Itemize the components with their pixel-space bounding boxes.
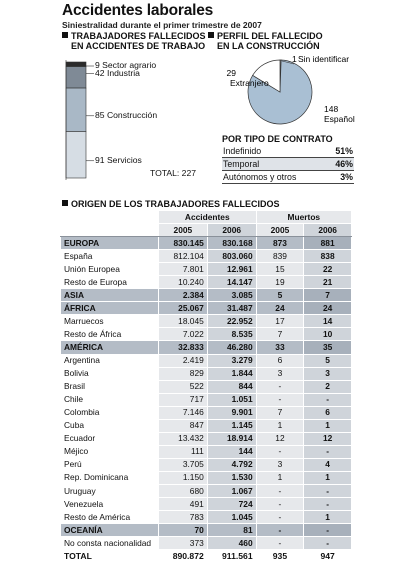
table-cell: 5 — [304, 354, 352, 367]
table-row — [61, 367, 352, 380]
row-label: Resto de África — [61, 328, 159, 341]
table-cell: - — [304, 498, 352, 511]
table-row — [61, 406, 352, 419]
workers-heading-line1: TRABAJADORES FALLECIDOS — [71, 31, 206, 41]
table-cell: 31.487 — [207, 302, 256, 315]
table-row — [61, 511, 352, 524]
table-cell: - — [304, 484, 352, 497]
table-cell: 7 — [256, 406, 304, 419]
table-cell: 724 — [207, 498, 256, 511]
table-group-header-row — [61, 211, 352, 224]
region-row — [61, 289, 352, 302]
table-cell: 873 — [256, 237, 304, 250]
pie-label: Español — [324, 114, 355, 124]
bar-segment-label: 85 Construcción — [95, 109, 158, 120]
table-cell: 12 — [256, 432, 304, 445]
table-cell: 803.060 — [207, 250, 256, 263]
table-cell: 4.792 — [207, 458, 256, 471]
table-cell: 680 — [158, 484, 207, 497]
table-cell: 1 — [304, 471, 352, 484]
pie-label: 29 — [226, 68, 236, 78]
table-cell: 7 — [304, 289, 352, 302]
row-label: ÁFRICA — [61, 302, 159, 315]
table-row — [61, 393, 352, 406]
table-cell: 830.145 — [158, 237, 207, 250]
table-row — [61, 484, 352, 497]
pie-label: Sin identificar — [298, 54, 350, 64]
bar-segment — [66, 131, 86, 178]
row-label: Brasil — [61, 380, 159, 393]
bullet-square-icon — [62, 200, 68, 206]
contract-section — [222, 133, 354, 184]
table-cell: 2.419 — [158, 354, 207, 367]
table-cell: - — [304, 524, 352, 537]
table-cell: 935 — [256, 550, 304, 563]
table-cell: 5 — [256, 289, 304, 302]
pie-label: 148 — [324, 104, 339, 114]
table-cell: 812.104 — [158, 250, 207, 263]
table-row — [61, 315, 352, 328]
table-cell: 7.801 — [158, 263, 207, 276]
row-label: Uruguay — [61, 484, 159, 497]
table-cell: 6 — [304, 406, 352, 419]
table-row — [61, 250, 352, 263]
table-cell: 7.146 — [158, 406, 207, 419]
table-cell: 839 — [256, 250, 304, 263]
table-cell: 6 — [256, 354, 304, 367]
table-cell: - — [256, 537, 304, 550]
table-cell: 111 — [158, 445, 207, 458]
table-cell: 1.530 — [207, 471, 256, 484]
pie-label: 1 — [292, 54, 297, 64]
table-cell: 3 — [256, 367, 304, 380]
table-cell: 8.535 — [207, 328, 256, 341]
table-cell: 2 — [304, 380, 352, 393]
table-cell: 1 — [304, 511, 352, 524]
group-header-muertos: Muertos — [256, 211, 351, 224]
year-header: 2005 — [158, 224, 207, 237]
table-cell: 1 — [304, 419, 352, 432]
row-label: Cuba — [61, 419, 159, 432]
row-label: TOTAL — [61, 550, 159, 563]
region-row — [61, 302, 352, 315]
workers-stacked-bar — [62, 58, 222, 182]
region-row — [61, 524, 352, 537]
row-label: Ecuador — [61, 432, 159, 445]
year-header: 2006 — [304, 224, 352, 237]
row-label: EUROPA — [61, 237, 159, 250]
table-cell: - — [256, 380, 304, 393]
table-cell: 33 — [256, 341, 304, 354]
origin-table — [60, 210, 352, 563]
table-cell: 14 — [304, 315, 352, 328]
table-cell: 22 — [304, 263, 352, 276]
row-label: Venezuela — [61, 498, 159, 511]
table-cell: 32.833 — [158, 341, 207, 354]
table-cell: 947 — [304, 550, 352, 563]
contract-row: Autónomos y otros 3% — [223, 172, 353, 182]
table-cell: 460 — [207, 537, 256, 550]
table-cell: 12 — [304, 432, 352, 445]
table-cell: 13.432 — [158, 432, 207, 445]
table-cell: - — [304, 537, 352, 550]
table-cell: 844 — [207, 380, 256, 393]
year-header: 2005 — [256, 224, 304, 237]
bar-segment — [66, 88, 86, 131]
contract-heading: POR TIPO DE CONTRATO — [222, 134, 333, 144]
table-cell: - — [256, 524, 304, 537]
bar-segment-label: 42 Industria — [95, 67, 140, 78]
row-label: Rep. Dominicana — [61, 471, 159, 484]
workers-total: TOTAL: 227 — [150, 168, 197, 178]
table-cell: 1.067 — [207, 484, 256, 497]
pie-label: Extranjero — [230, 78, 269, 88]
row-label: AMÉRICA — [61, 341, 159, 354]
table-cell: 70 — [158, 524, 207, 537]
table-cell: 10.240 — [158, 276, 207, 289]
table-cell: 847 — [158, 419, 207, 432]
table-cell: - — [256, 393, 304, 406]
table-cell: 7 — [256, 328, 304, 341]
row-label: Bolivia — [61, 367, 159, 380]
table-cell: 81 — [207, 524, 256, 537]
contract-row: Indefinido 51% — [223, 146, 353, 156]
table-cell: - — [304, 393, 352, 406]
profile-pie-chart — [210, 54, 390, 130]
row-label: Méjico — [61, 445, 159, 458]
table-cell: 25.067 — [158, 302, 207, 315]
table-row — [61, 458, 352, 471]
table-cell: 12.961 — [207, 263, 256, 276]
table-cell: 1 — [256, 471, 304, 484]
table-cell: - — [256, 484, 304, 497]
table-cell: 4 — [304, 458, 352, 471]
table-cell: 3 — [256, 458, 304, 471]
table-cell: 18.914 — [207, 432, 256, 445]
bar-segment-label: 91 Servicios — [95, 154, 142, 165]
bar-segment-label: 9 Sector agrario — [95, 60, 157, 70]
table-cell: 14.147 — [207, 276, 256, 289]
page-title: Accidentes laborales — [62, 2, 214, 19]
bullet-square-icon — [62, 32, 68, 38]
table-cell: 373 — [158, 537, 207, 550]
table-cell: 22.952 — [207, 315, 256, 328]
table-cell: 783 — [158, 511, 207, 524]
table-cell: 144 — [207, 445, 256, 458]
profile-heading — [208, 31, 323, 51]
row-label: Resto de América — [61, 511, 159, 524]
table-cell: - — [256, 511, 304, 524]
table-cell: 881 — [304, 237, 352, 250]
table-cell: 24 — [304, 302, 352, 315]
table-cell: 24 — [256, 302, 304, 315]
year-header: 2006 — [207, 224, 256, 237]
table-cell: 890.872 — [158, 550, 207, 563]
table-cell: 911.561 — [207, 550, 256, 563]
table-row — [61, 354, 352, 367]
table-cell: 2.384 — [158, 289, 207, 302]
row-label: Colombia — [61, 406, 159, 419]
region-row — [61, 341, 352, 354]
table-row — [61, 263, 352, 276]
table-row — [61, 419, 352, 432]
table-row — [61, 498, 352, 511]
row-label: Resto de Europa — [61, 276, 159, 289]
bar-segment — [66, 67, 86, 88]
row-label: Unión Europea — [61, 263, 159, 276]
table-cell: 838 — [304, 250, 352, 263]
table-cell: 3.705 — [158, 458, 207, 471]
table-row — [61, 432, 352, 445]
table-cell: 3.279 — [207, 354, 256, 367]
page-subtitle: Siniestralidad durante el primer trimestre de 2007 — [62, 20, 262, 30]
table-cell: 15 — [256, 263, 304, 276]
table-cell: 7.022 — [158, 328, 207, 341]
table-row — [61, 445, 352, 458]
table-cell: 491 — [158, 498, 207, 511]
table-cell: 1 — [256, 419, 304, 432]
table-cell: 522 — [158, 380, 207, 393]
table-row — [61, 380, 352, 393]
table-cell: 3 — [304, 367, 352, 380]
profile-heading-line2: EN LA CONSTRUCCIÓN — [217, 41, 320, 51]
region-row — [61, 237, 352, 250]
table-cell: 3.085 — [207, 289, 256, 302]
table-cell: 19 — [256, 276, 304, 289]
row-label: OCEANÍA — [61, 524, 159, 537]
table-cell: 1.045 — [207, 511, 256, 524]
table-cell: 1.051 — [207, 393, 256, 406]
table-cell: 17 — [256, 315, 304, 328]
table-cell: 18.045 — [158, 315, 207, 328]
row-label: Marruecos — [61, 315, 159, 328]
table-cell: 717 — [158, 393, 207, 406]
bullet-square-icon — [208, 32, 214, 38]
table-cell: - — [256, 445, 304, 458]
row-label: No consta nacionalidad — [61, 537, 159, 550]
table-cell: 35 — [304, 341, 352, 354]
table-row — [61, 537, 352, 550]
table-row — [61, 276, 352, 289]
row-label: Chile — [61, 393, 159, 406]
contract-row: Temporal 46% — [223, 159, 353, 169]
bar-segment — [66, 62, 86, 67]
table-row — [61, 471, 352, 484]
origin-heading: ORIGEN DE LOS TRABAJADORES FALLECIDOS — [62, 199, 280, 209]
table-cell: 21 — [304, 276, 352, 289]
row-label: ASIA — [61, 289, 159, 302]
workers-heading-line2: EN ACCIDENTES DE TRABAJO — [71, 41, 206, 51]
table-cell: 1.150 — [158, 471, 207, 484]
row-label: España — [61, 250, 159, 263]
table-cell: 10 — [304, 328, 352, 341]
table-cell: - — [304, 445, 352, 458]
table-cell: 830.168 — [207, 237, 256, 250]
table-cell: 1.145 — [207, 419, 256, 432]
profile-heading-line1: PERFIL DEL FALLECIDO — [217, 31, 323, 41]
table-cell: 829 — [158, 367, 207, 380]
row-label: Perú — [61, 458, 159, 471]
table-row — [61, 328, 352, 341]
table-cell: - — [256, 498, 304, 511]
workers-heading — [62, 31, 206, 51]
table-year-header-row — [61, 224, 352, 237]
row-label: Argentina — [61, 354, 159, 367]
table-cell: 9.901 — [207, 406, 256, 419]
table-cell: 46.280 — [207, 341, 256, 354]
total-row — [61, 550, 352, 563]
group-header-accidentes: Accidentes — [158, 211, 256, 224]
table-cell: 1.844 — [207, 367, 256, 380]
